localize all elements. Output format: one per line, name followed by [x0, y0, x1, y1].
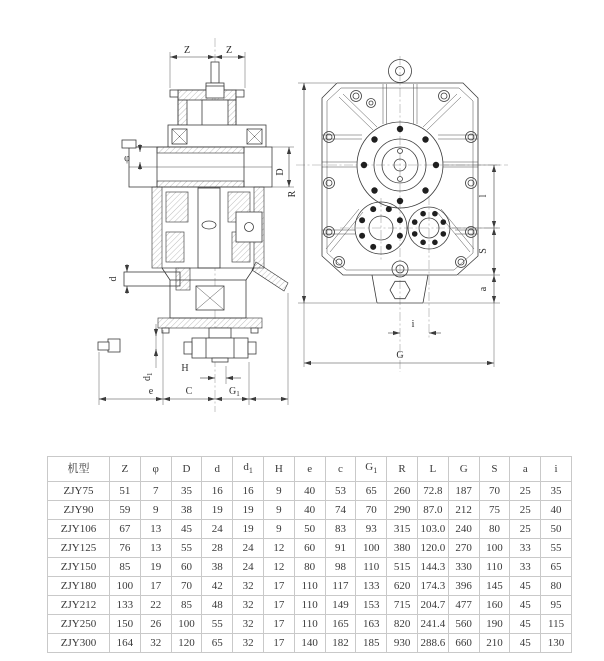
value-cell: 17 [263, 615, 294, 634]
value-cell: 67 [110, 520, 141, 539]
column-header: i [541, 457, 572, 482]
value-cell: 210 [479, 634, 510, 653]
model-cell: ZJY125 [48, 539, 110, 558]
value-cell: 25 [510, 482, 541, 501]
value-cell: 110 [356, 558, 387, 577]
value-cell: 820 [387, 615, 418, 634]
dim-label-d1: $d_1$ [142, 372, 154, 381]
output-nut [192, 338, 248, 358]
value-cell: 100 [110, 577, 141, 596]
table-row [48, 577, 572, 596]
value-cell: 60 [171, 558, 202, 577]
value-cell: 98 [325, 558, 356, 577]
value-cell: 16 [202, 482, 233, 501]
value-cell: 70 [356, 501, 387, 520]
value-cell: 185 [356, 634, 387, 653]
column-header: $G_1$ [356, 457, 387, 482]
model-cell: ZJY250 [48, 615, 110, 634]
value-cell: 80 [541, 577, 572, 596]
table-row [48, 520, 572, 539]
value-cell: 24 [233, 558, 264, 577]
value-cell: 53 [325, 482, 356, 501]
value-cell: 110 [294, 615, 325, 634]
value-cell: 13 [140, 539, 171, 558]
value-cell: 315 [387, 520, 418, 539]
value-cell: 160 [479, 596, 510, 615]
value-cell: 212 [448, 501, 479, 520]
value-cell: 87.0 [417, 501, 448, 520]
value-cell: 515 [387, 558, 418, 577]
value-cell: 38 [171, 501, 202, 520]
tilted-flange [252, 262, 288, 291]
column-header: φ [140, 457, 171, 482]
value-cell: 48 [202, 596, 233, 615]
column-header: H [263, 457, 294, 482]
value-cell: 100 [171, 615, 202, 634]
column-header: $d_1$ [233, 457, 264, 482]
value-cell: 115 [541, 615, 572, 634]
value-cell: 80 [294, 558, 325, 577]
table-row [48, 615, 572, 634]
value-cell: 12 [263, 558, 294, 577]
value-cell: 38 [202, 558, 233, 577]
value-cell: 182 [325, 634, 356, 653]
value-cell: 32 [233, 615, 264, 634]
value-cell: 17 [263, 596, 294, 615]
value-cell: 190 [479, 615, 510, 634]
value-cell: 16 [233, 482, 264, 501]
value-cell: 380 [387, 539, 418, 558]
dim-label-S: S [478, 248, 489, 254]
dim-label-a: a [478, 286, 489, 292]
value-cell: 110 [479, 558, 510, 577]
dim-label-e: e [148, 386, 154, 397]
value-cell: 32 [233, 596, 264, 615]
column-header: L [417, 457, 448, 482]
value-cell: 51 [110, 482, 141, 501]
value-cell: 24 [233, 539, 264, 558]
value-cell: 174.3 [417, 577, 448, 596]
value-cell: 55 [202, 615, 233, 634]
value-cell: 288.6 [417, 634, 448, 653]
value-cell: 45 [510, 634, 541, 653]
value-cell: 120 [171, 634, 202, 653]
value-cell: 19 [233, 520, 264, 539]
value-cell: 45 [510, 577, 541, 596]
model-cell: ZJY75 [48, 482, 110, 501]
column-header: D [171, 457, 202, 482]
value-cell: 187 [448, 482, 479, 501]
value-cell: 620 [387, 577, 418, 596]
column-header: c [325, 457, 356, 482]
spec-table-header-row [48, 457, 572, 482]
value-cell: 9 [263, 482, 294, 501]
dim-label-z-right: Z [225, 45, 233, 56]
value-cell: 25 [510, 501, 541, 520]
value-cell: 35 [541, 482, 572, 501]
value-cell: 100 [479, 539, 510, 558]
column-header: d [202, 457, 233, 482]
column-header: S [479, 457, 510, 482]
value-cell: 100 [356, 539, 387, 558]
dim-label-C: C [185, 386, 193, 397]
value-cell: 32 [233, 634, 264, 653]
column-header: R [387, 457, 418, 482]
value-cell: 65 [202, 634, 233, 653]
model-cell: ZJY180 [48, 577, 110, 596]
value-cell: 72.8 [417, 482, 448, 501]
value-cell: 83 [325, 520, 356, 539]
dim-label-z-left: Z [183, 45, 191, 56]
value-cell: 117 [325, 577, 356, 596]
value-cell: 477 [448, 596, 479, 615]
value-cell: 85 [110, 558, 141, 577]
dim-label-R: R [287, 190, 298, 198]
value-cell: 165 [325, 615, 356, 634]
value-cell: 396 [448, 577, 479, 596]
value-cell: 65 [541, 558, 572, 577]
spec-table-container [47, 456, 571, 653]
value-cell: 130 [541, 634, 572, 653]
value-cell: 17 [263, 577, 294, 596]
value-cell: 204.7 [417, 596, 448, 615]
left-view [98, 38, 294, 412]
model-cell: ZJY150 [48, 558, 110, 577]
value-cell: 91 [325, 539, 356, 558]
value-cell: 133 [356, 577, 387, 596]
bottom-flange [158, 318, 262, 328]
value-cell: 75 [479, 501, 510, 520]
value-cell: 144.3 [417, 558, 448, 577]
value-cell: 103.0 [417, 520, 448, 539]
value-cell: 12 [263, 539, 294, 558]
value-cell: 140 [294, 634, 325, 653]
value-cell: 22 [140, 596, 171, 615]
value-cell: 70 [171, 577, 202, 596]
column-header: Z [110, 457, 141, 482]
dim-label-i: i [411, 319, 415, 330]
value-cell: 95 [541, 596, 572, 615]
value-cell: 74 [325, 501, 356, 520]
value-cell: 32 [233, 577, 264, 596]
value-cell: 145 [479, 577, 510, 596]
value-cell: 290 [387, 501, 418, 520]
value-cell: 25 [510, 520, 541, 539]
value-cell: 35 [171, 482, 202, 501]
side-plug [98, 342, 109, 350]
value-cell: 19 [202, 501, 233, 520]
value-cell: 163 [356, 615, 387, 634]
value-cell: 270 [448, 539, 479, 558]
value-cell: 110 [294, 596, 325, 615]
value-cell: 70 [479, 482, 510, 501]
column-header: G [448, 457, 479, 482]
model-cell: ZJY212 [48, 596, 110, 615]
dim-label-d: d [108, 276, 119, 282]
table-row [48, 501, 572, 520]
value-cell: 9 [140, 501, 171, 520]
value-cell: 76 [110, 539, 141, 558]
table-row [48, 539, 572, 558]
value-cell: 17 [140, 577, 171, 596]
value-cell: 40 [541, 501, 572, 520]
input-shaft [124, 272, 180, 286]
table-row [48, 558, 572, 577]
value-cell: 65 [356, 482, 387, 501]
column-header: e [294, 457, 325, 482]
value-cell: 330 [448, 558, 479, 577]
table-row [48, 482, 572, 501]
dim-label-D: D [275, 168, 286, 176]
value-cell: 28 [202, 539, 233, 558]
value-cell: 7 [140, 482, 171, 501]
value-cell: 42 [202, 577, 233, 596]
value-cell: 560 [448, 615, 479, 634]
value-cell: 85 [171, 596, 202, 615]
value-cell: 149 [325, 596, 356, 615]
value-cell: 19 [233, 501, 264, 520]
value-cell: 33 [510, 539, 541, 558]
value-cell: 60 [294, 539, 325, 558]
model-cell: ZJY300 [48, 634, 110, 653]
value-cell: 40 [294, 501, 325, 520]
value-cell: 40 [294, 482, 325, 501]
value-cell: 55 [541, 539, 572, 558]
value-cell: 660 [448, 634, 479, 653]
value-cell: 93 [356, 520, 387, 539]
value-cell: 153 [356, 596, 387, 615]
value-cell: 26 [140, 615, 171, 634]
value-cell: 241.4 [417, 615, 448, 634]
value-cell: 133 [110, 596, 141, 615]
model-cell: ZJY106 [48, 520, 110, 539]
dim-label-G: G [396, 350, 404, 361]
dim-label-G1: $G_1$ [229, 386, 240, 398]
top-stud [211, 62, 219, 83]
value-cell: 13 [140, 520, 171, 539]
right-view [287, 56, 508, 372]
value-cell: 24 [202, 520, 233, 539]
value-cell: 50 [294, 520, 325, 539]
dim-label-l: l [478, 194, 489, 198]
value-cell: 120.0 [417, 539, 448, 558]
large-gear-cylinder [122, 140, 272, 187]
column-header: 机型 [48, 457, 110, 482]
value-cell: 17 [263, 634, 294, 653]
value-cell: 930 [387, 634, 418, 653]
value-cell: 59 [110, 501, 141, 520]
value-cell: 110 [294, 577, 325, 596]
upper-bearing-row [168, 125, 266, 147]
value-cell: 45 [510, 615, 541, 634]
value-cell: 45 [510, 596, 541, 615]
value-cell: 9 [263, 501, 294, 520]
value-cell: 240 [448, 520, 479, 539]
value-cell: 32 [140, 634, 171, 653]
spec-table [47, 456, 572, 653]
value-cell: 164 [110, 634, 141, 653]
value-cell: 9 [263, 520, 294, 539]
value-cell: 19 [140, 558, 171, 577]
model-cell: ZJY90 [48, 501, 110, 520]
table-row [48, 596, 572, 615]
value-cell: 80 [479, 520, 510, 539]
value-cell: 150 [110, 615, 141, 634]
value-cell: 50 [541, 520, 572, 539]
dim-label-H: H [181, 363, 189, 374]
value-cell: 55 [171, 539, 202, 558]
value-cell: 260 [387, 482, 418, 501]
dim-label-phi: φ [124, 153, 130, 164]
value-cell: 715 [387, 596, 418, 615]
spec-table-body [48, 482, 572, 653]
column-header: a [510, 457, 541, 482]
value-cell: 45 [171, 520, 202, 539]
table-row [48, 634, 572, 653]
value-cell: 33 [510, 558, 541, 577]
